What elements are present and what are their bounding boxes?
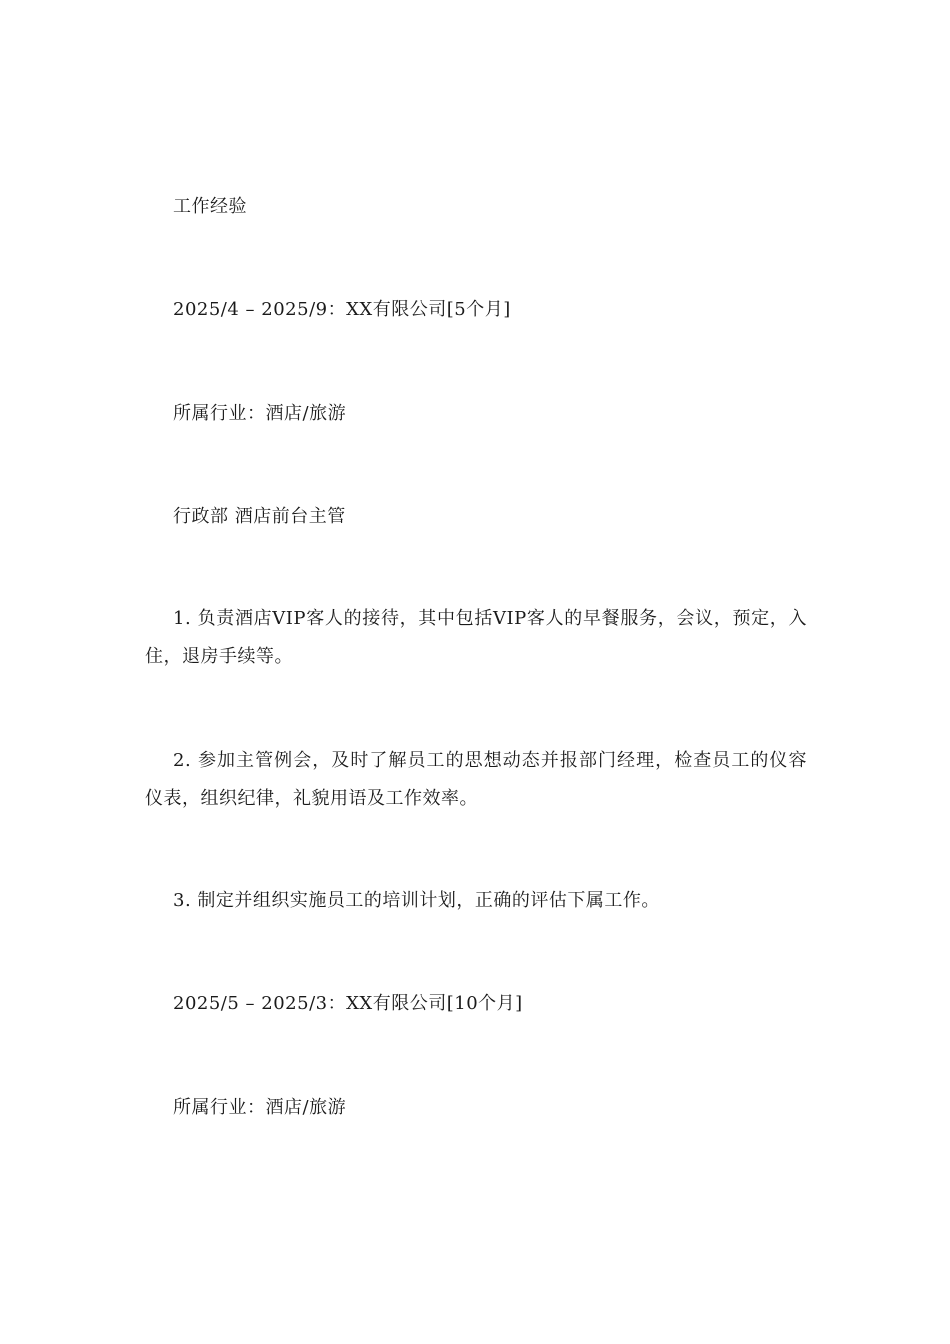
job-duty-item: 2. 参加主管例会，及时了解员工的思想动态并报部门经理，检查员工的仪容仪表，组织纪律，礼貌用语及工作效率。 — [145, 750, 807, 809]
section-title: 工作经验 — [173, 196, 247, 217]
job-department-position: 行政部 酒店前台主管 — [173, 506, 346, 527]
job-duty-item: 1. 负责酒店VIP客人的接待，其中包括VIP客人的早餐服务，会议，预定，入住，退房手续等。 — [145, 608, 807, 667]
job-industry: 所属行业：酒店/旅游 — [173, 1097, 347, 1118]
job-industry: 所属行业：酒店/旅游 — [173, 403, 347, 424]
job-period-company: 2025/4 – 2025/9：XX有限公司[5个月] — [173, 299, 511, 320]
job-period-company: 2025/5 – 2025/3：XX有限公司[10个月] — [173, 993, 523, 1014]
job-duty-item: 3. 制定并组织实施员工的培训计划，正确的评估下属工作。 — [173, 890, 660, 911]
